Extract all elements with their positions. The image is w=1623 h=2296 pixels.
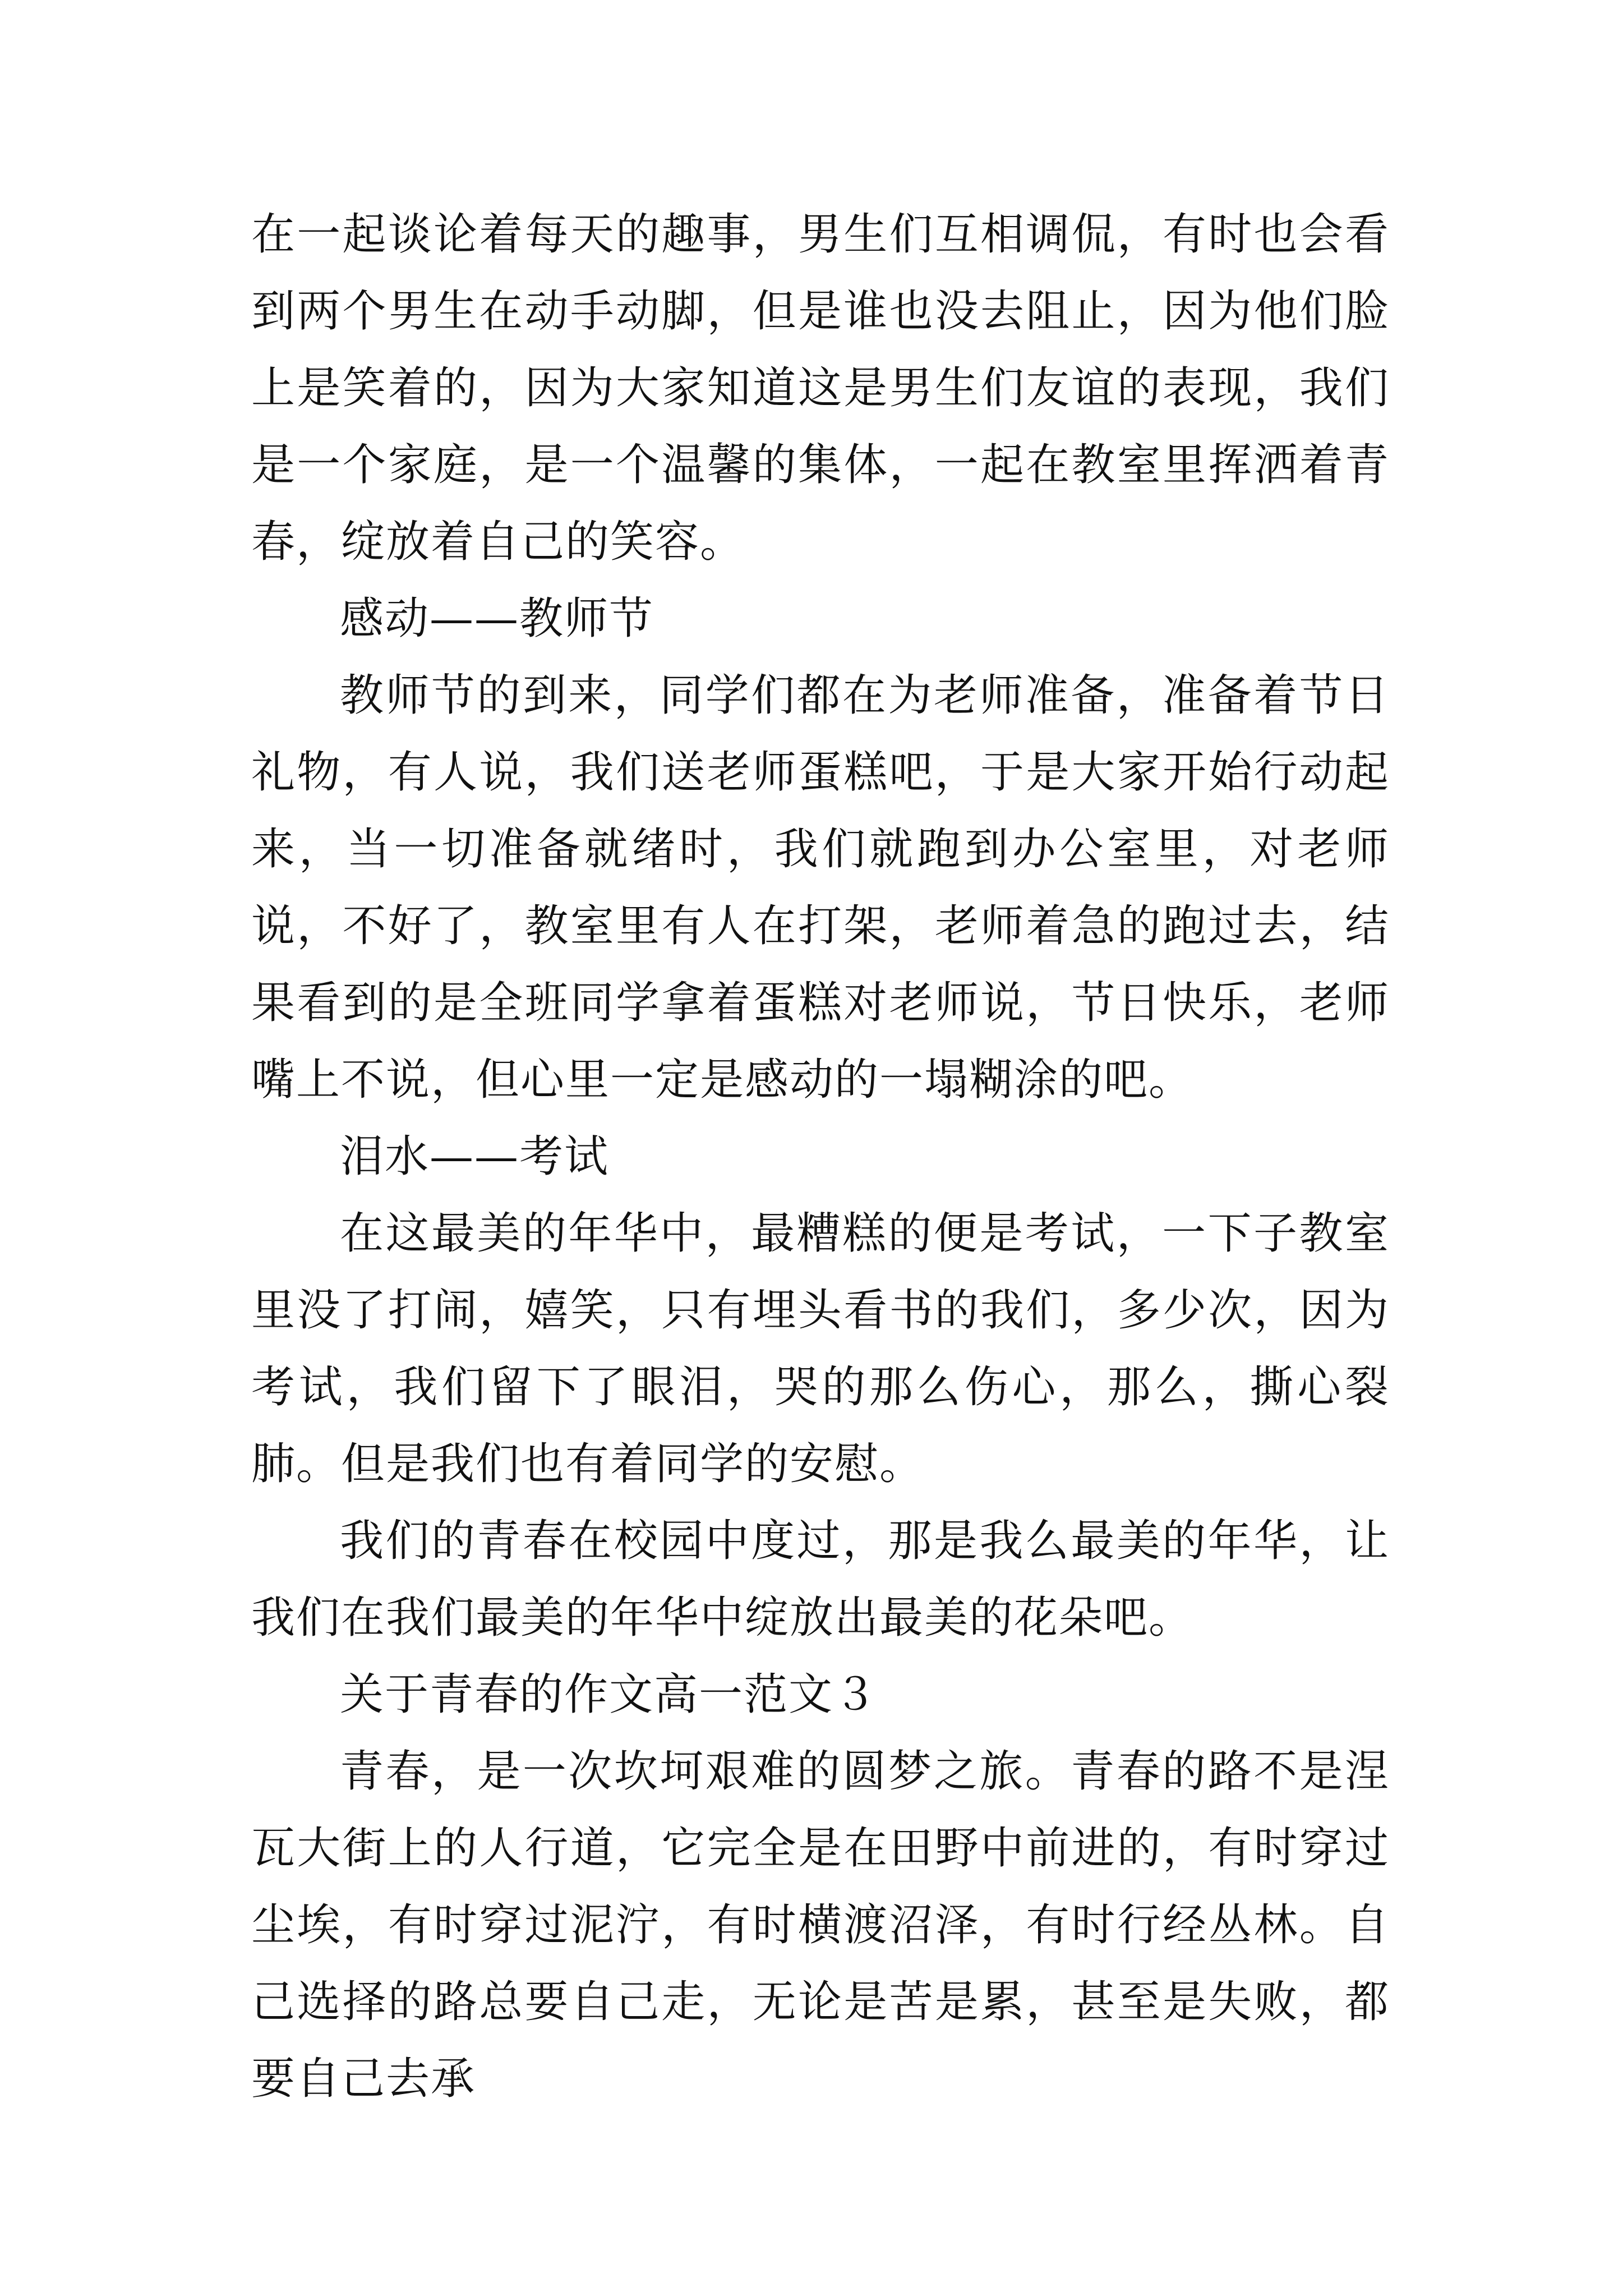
paragraph-youth-summary: 我们的青春在校园中度过，那是我么最美的年华，让我们在我们最美的年华中绽放出最美的花朵吧。 (251, 1516, 1390, 1643)
essay-title-3: 关于青春的作文高一范文３ (340, 1669, 879, 1720)
section-heading-exam: 泪水——考试 (340, 1131, 610, 1182)
section-heading-teachers-day: 感动——教师节 (340, 593, 654, 644)
paragraph-friendship-continued: 在一起谈论着每天的趣事，男生们互相调侃，有时也会看到两个男生在动手动脚，但是谁也没去阻止，因为他们脸上是笑着的，因为大家知道这是男生们友谊的表现，我们是一个家庭，是一个温馨的集体，一起在教室里挥洒着青春，绽放着自己的笑容。 (251, 209, 1390, 567)
document-body (251, 196, 1390, 2118)
paragraph-youth-journey: 青春，是一次坎坷艰难的圆梦之旅。青春的路不是涅瓦大街上的人行道，它完全是在田野中前进的，有时穿过尘埃，有时穿过泥泞，有时横渡沼泽，有时行经丛林。自己选择的路总要自己走，无论是苦是累，甚至是失败，都要自己去承 (251, 1746, 1390, 2104)
paragraph-exam: 在这最美的年华中，最糟糕的便是考试，一下子教室里没了打闹，嬉笑，只有埋头看书的我们，多少次，因为考试，我们留下了眼泪，哭的那么伤心，那么，撕心裂肺。但是我们也有着同学的安慰。 (251, 1208, 1390, 1489)
paragraph-teachers-day: 教师节的到来，同学们都在为老师准备，准备着节日礼物，有人说，我们送老师蛋糕吧，于是大家开始行动起来，当一切准备就绪时，我们就跑到办公室里，对老师说，不好了，教室里有人在打架，老师着急的跑过去，结果看到的是全班同学拿着蛋糕对老师说，节日快乐，老师嘴上不说，但心里一定是感动的一塌糊涂的吧。 (251, 670, 1390, 1105)
